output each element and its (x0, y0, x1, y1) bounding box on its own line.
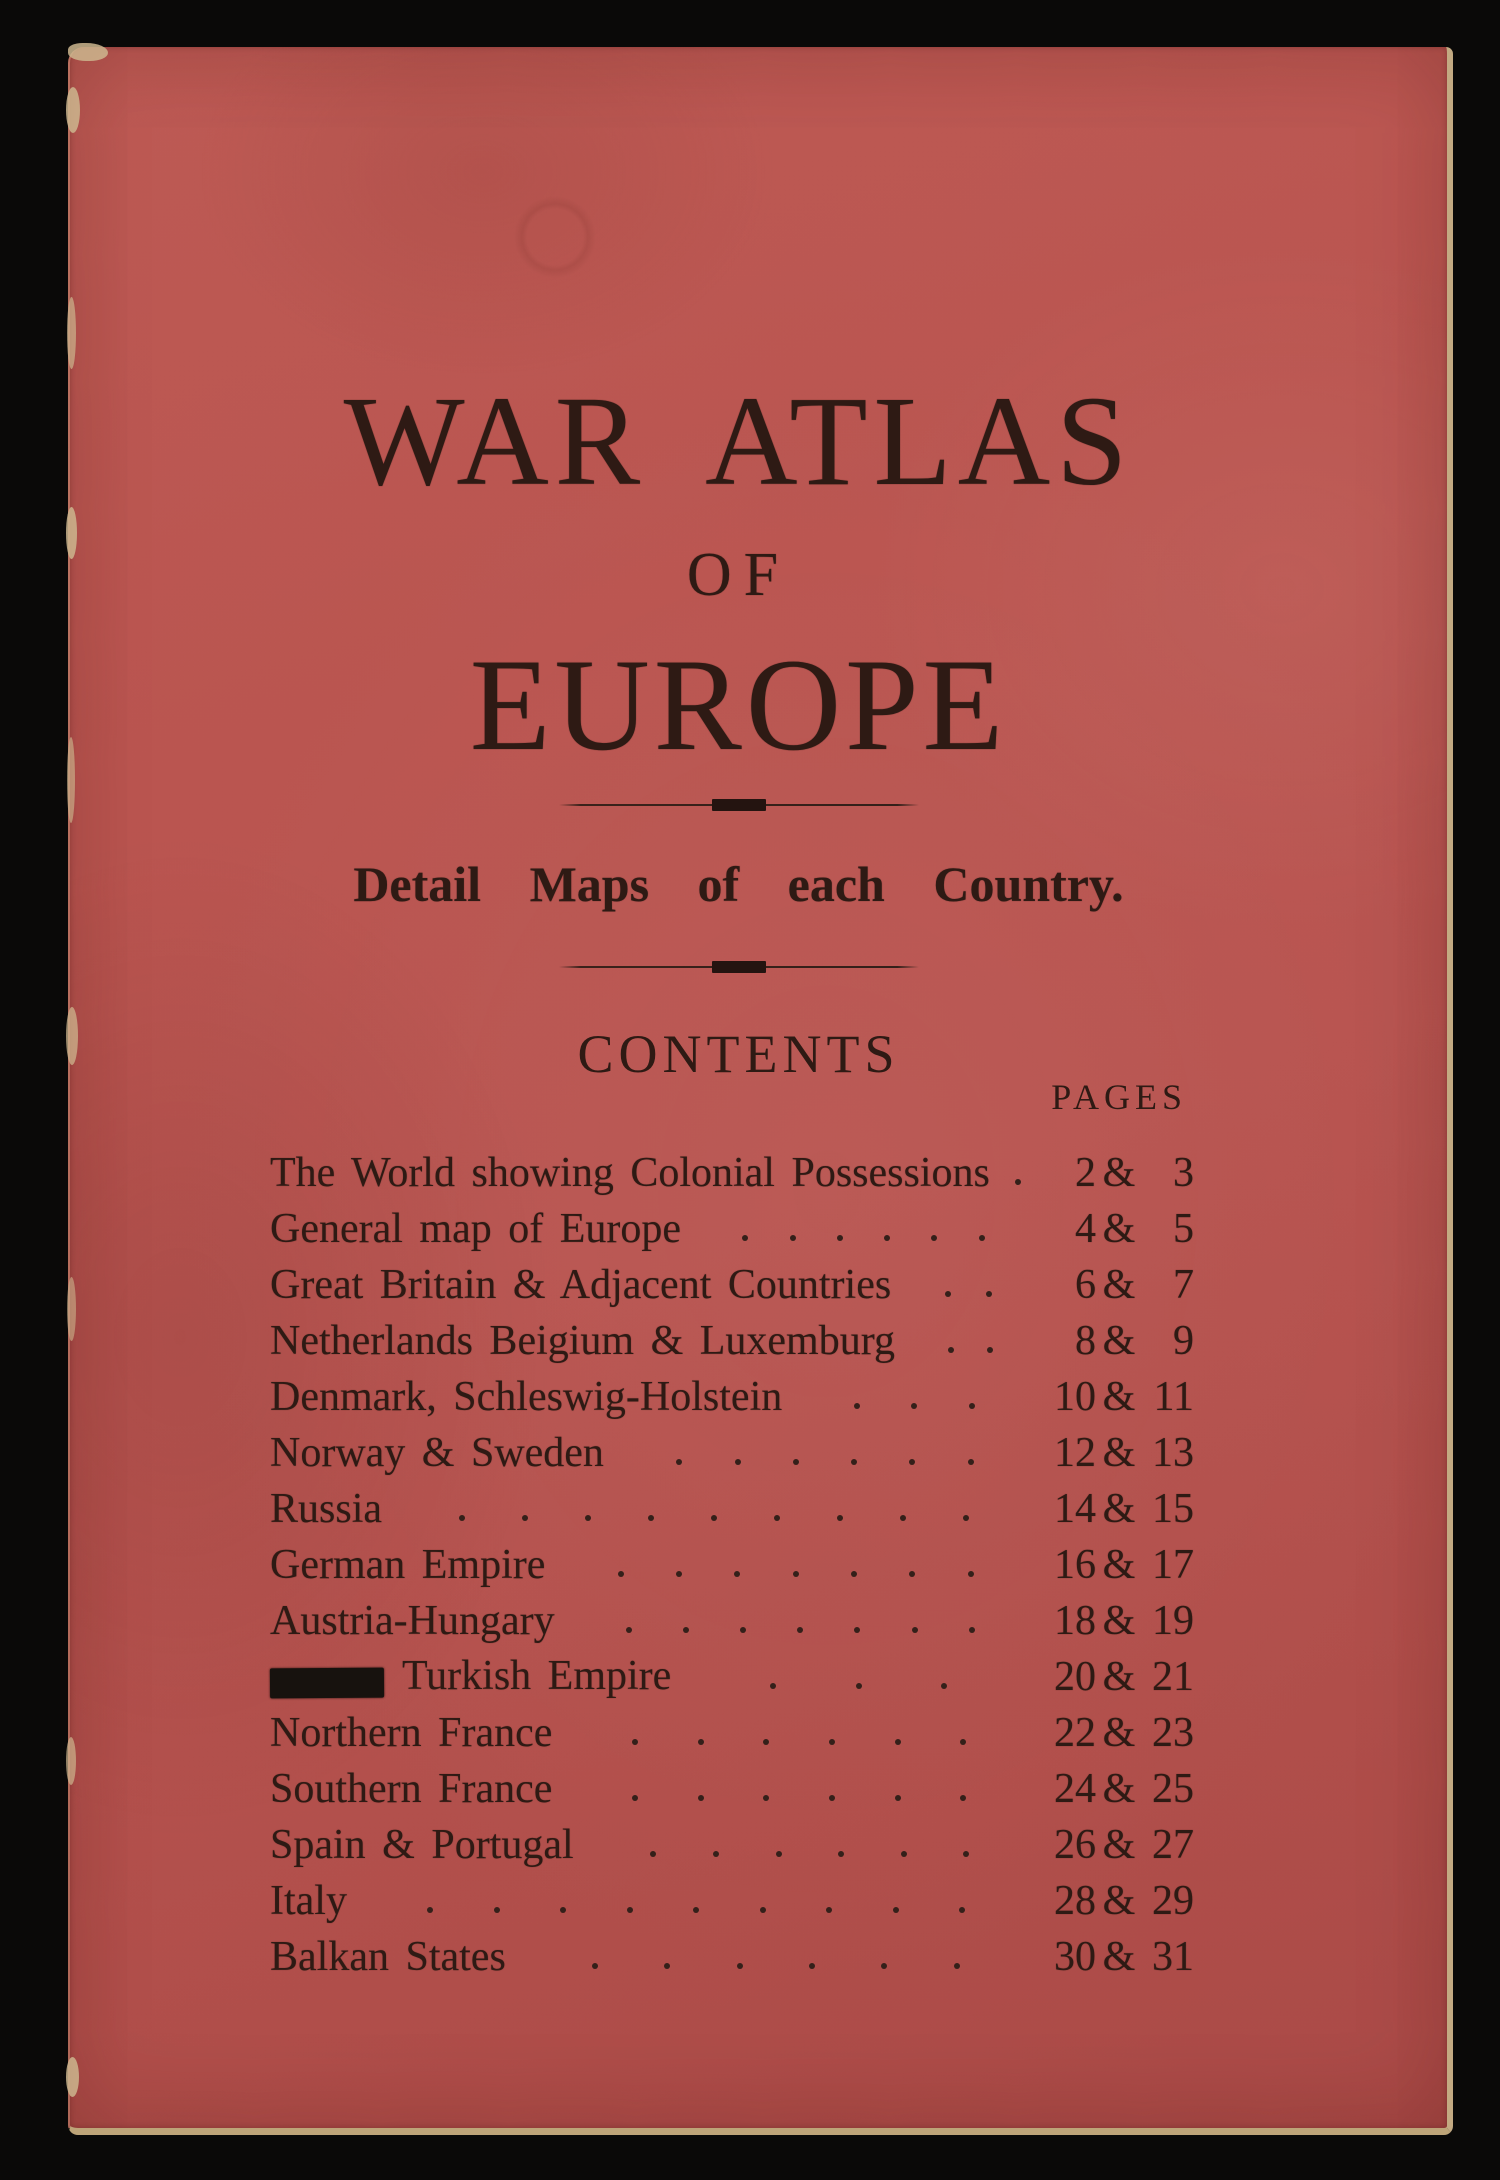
page-number-first: 12 (1054, 1429, 1096, 1476)
entry-title: Northern France (270, 1709, 553, 1756)
leader-dot (851, 1459, 857, 1465)
page-number-second: 31 (1152, 1933, 1194, 1980)
entry-title: Netherlands Beigium & Luxemburg (270, 1317, 895, 1364)
leader-dot (776, 1851, 782, 1857)
page-numbers (1040, 1655, 1194, 1699)
subtitle: Detail Maps of each Country. (353, 856, 1124, 912)
leader-dot (901, 1851, 907, 1857)
leader-dot (664, 1963, 670, 1969)
leader-dot (895, 1739, 901, 1745)
leader-dot (941, 1683, 947, 1689)
page-number-separator: & (1102, 1541, 1136, 1588)
leader-dots (782, 1403, 1040, 1419)
leader-dot (494, 1907, 500, 1913)
page-number-separator: & (1102, 1765, 1136, 1812)
page-number-second: 23 (1152, 1709, 1194, 1756)
leader-dot (793, 1571, 799, 1577)
leader-dots (382, 1515, 1040, 1531)
entry-title: Southern France (270, 1765, 553, 1812)
page-number-separator: & (1102, 1317, 1136, 1364)
leader-dot (585, 1515, 591, 1521)
entry-title: German Empire (270, 1541, 546, 1588)
page-numbers (1040, 1767, 1194, 1811)
leader-dots (574, 1851, 1040, 1867)
entry-title: Italy (270, 1877, 347, 1924)
entry-title: Turkish Empire (270, 1654, 671, 1699)
entry-title: Norway & Sweden (270, 1429, 604, 1476)
leader-dot (909, 1459, 915, 1465)
leader-dot (829, 1795, 835, 1801)
table-row (270, 1643, 1194, 1699)
page-number-first: 16 (1054, 1541, 1096, 1588)
leader-dot (763, 1795, 769, 1801)
leader-dot (881, 1963, 887, 1969)
leader-dot (676, 1459, 682, 1465)
ornamental-divider-top (559, 804, 919, 806)
leader-dot (676, 1571, 682, 1577)
leader-dot (851, 1571, 857, 1577)
page-number-separator: & (1102, 1933, 1136, 1980)
leader-dot (854, 1627, 860, 1633)
leader-dots (895, 1347, 1040, 1363)
leader-dot (698, 1795, 704, 1801)
leader-dot (911, 1403, 917, 1409)
book-title-europe: EUROPE (469, 631, 1008, 778)
page-number-first: 26 (1054, 1821, 1096, 1868)
leader-dot (809, 1963, 815, 1969)
page-number-separator: & (1102, 1373, 1136, 1420)
page-numbers (1040, 1207, 1194, 1251)
page-number-second: 9 (1173, 1317, 1194, 1364)
leader-dot (959, 1907, 965, 1913)
page-number-second: 3 (1173, 1149, 1194, 1196)
page-number-first: 8 (1075, 1317, 1096, 1364)
page-number-separator: & (1102, 1709, 1136, 1756)
page-numbers (1040, 1879, 1194, 1923)
redaction-bar (270, 1668, 384, 1699)
leader-dot (740, 1627, 746, 1633)
page-number-first: 30 (1054, 1933, 1096, 1980)
leader-dot (948, 1347, 954, 1353)
leader-dot (945, 1291, 951, 1297)
page-number-first: 24 (1054, 1765, 1096, 1812)
page-number-first: 22 (1054, 1709, 1096, 1756)
leader-dot (793, 1459, 799, 1465)
contents-heading: CONTENTS (577, 1024, 900, 1084)
leader-dots (506, 1963, 1040, 1979)
table-row (270, 1419, 1194, 1475)
page-numbers (1040, 1543, 1194, 1587)
leader-dot (979, 1235, 985, 1241)
leader-dot (770, 1683, 776, 1689)
page-number-separator: & (1102, 1821, 1136, 1868)
leader-dot (522, 1515, 528, 1521)
pages-column-header: PAGES (1051, 1077, 1187, 1117)
leader-dots (604, 1459, 1040, 1475)
page-numbers (1040, 1599, 1194, 1643)
entry-title: Spain & Portugal (270, 1821, 574, 1868)
printed-area (50, 47, 1427, 2128)
leader-dot (884, 1235, 890, 1241)
page-number-first: 18 (1054, 1597, 1096, 1644)
page-numbers (1040, 1319, 1194, 1363)
leader-dot (650, 1851, 656, 1857)
table-row (270, 1699, 1194, 1755)
table-row (270, 1307, 1194, 1363)
leader-dot (837, 1515, 843, 1521)
leader-dot (856, 1683, 862, 1689)
page-number-separator: & (1102, 1653, 1136, 1700)
divider-dash (712, 961, 766, 973)
leader-dot (987, 1347, 993, 1353)
page-number-first: 10 (1054, 1373, 1096, 1420)
page-number-first: 6 (1075, 1261, 1096, 1308)
leader-dot (895, 1795, 901, 1801)
leader-dot (648, 1515, 654, 1521)
table-row (270, 1755, 1194, 1811)
leader-dot (734, 1571, 740, 1577)
page-number-first: 28 (1054, 1877, 1096, 1924)
leader-dot (829, 1739, 835, 1745)
leader-dot (737, 1963, 743, 1969)
table-row (270, 1923, 1194, 1979)
leader-dot (459, 1515, 465, 1521)
leader-dots (990, 1179, 1040, 1195)
page-number-separator: & (1102, 1149, 1136, 1196)
book-cover (68, 47, 1453, 2135)
leader-dot (560, 1907, 566, 1913)
leader-dot (968, 1459, 974, 1465)
leader-dots (347, 1907, 1040, 1923)
leader-dot (909, 1571, 915, 1577)
page-number-second: 17 (1152, 1541, 1194, 1588)
leader-dot (797, 1627, 803, 1633)
leader-dot (986, 1291, 992, 1297)
book-title-war-atlas: WAR ATLAS (343, 370, 1134, 512)
page-numbers (1040, 1935, 1194, 1979)
page-number-separator: & (1102, 1205, 1136, 1252)
leader-dot (969, 1403, 975, 1409)
leader-dots (555, 1627, 1040, 1643)
leader-dot (632, 1739, 638, 1745)
leader-dot (627, 1907, 633, 1913)
leader-dot (760, 1907, 766, 1913)
page-number-second: 13 (1152, 1429, 1194, 1476)
page-number-first: 2 (1075, 1149, 1096, 1196)
divider-dash (712, 799, 766, 811)
leader-dot (838, 1851, 844, 1857)
leader-dot (1015, 1179, 1021, 1185)
leader-dots (671, 1683, 1040, 1699)
page-number-first: 20 (1054, 1653, 1096, 1700)
table-row (270, 1811, 1194, 1867)
leader-dot (931, 1235, 937, 1241)
leader-dots (681, 1235, 1040, 1251)
page-number-second: 19 (1152, 1597, 1194, 1644)
leader-dot (790, 1235, 796, 1241)
leader-dot (968, 1571, 974, 1577)
leader-dot (713, 1851, 719, 1857)
table-row (270, 1475, 1194, 1531)
leader-dot (826, 1907, 832, 1913)
table-row (270, 1587, 1194, 1643)
page-number-second: 27 (1152, 1821, 1194, 1868)
page-number-first: 4 (1075, 1205, 1096, 1252)
leader-dots (552, 1739, 1040, 1755)
page-number-second: 11 (1153, 1373, 1194, 1420)
leader-dot (632, 1795, 638, 1801)
entry-title: Austria-Hungary (270, 1597, 555, 1644)
contents-list (270, 1139, 1194, 1979)
table-row (270, 1251, 1194, 1307)
entry-title: Great Britain & Adjacent Countries (270, 1261, 892, 1308)
leader-dot (774, 1515, 780, 1521)
page-number-separator: & (1102, 1597, 1136, 1644)
leader-dot (735, 1459, 741, 1465)
leader-dots (552, 1795, 1040, 1811)
page-number-second: 25 (1152, 1765, 1194, 1812)
leader-dot (963, 1515, 969, 1521)
page-number-second: 7 (1173, 1261, 1194, 1308)
entry-title: General map of Europe (270, 1205, 681, 1252)
page-number-second: 5 (1173, 1205, 1194, 1252)
book-title-of: OF (686, 541, 791, 609)
table-row (270, 1363, 1194, 1419)
leader-dot (854, 1403, 860, 1409)
table-row (270, 1531, 1194, 1587)
page-numbers (1040, 1487, 1194, 1531)
entry-title: Balkan States (270, 1933, 506, 1980)
leader-dot (427, 1907, 433, 1913)
leader-dot (592, 1963, 598, 1969)
table-row (270, 1195, 1194, 1251)
leader-dot (837, 1235, 843, 1241)
leader-dot (893, 1907, 899, 1913)
ornamental-divider-bottom (559, 966, 919, 968)
leader-dot (626, 1627, 632, 1633)
page-number-second: 15 (1152, 1485, 1194, 1532)
leader-dot (969, 1627, 975, 1633)
leader-dots (891, 1291, 1040, 1307)
leader-dot (693, 1907, 699, 1913)
leader-dot (900, 1515, 906, 1521)
leader-dots (545, 1571, 1040, 1587)
table-row (270, 1867, 1194, 1923)
page-number-separator: & (1102, 1485, 1136, 1532)
entry-title: The World showing Colonial Possessions (270, 1149, 990, 1196)
page-numbers (1040, 1263, 1194, 1307)
leader-dot (912, 1627, 918, 1633)
leader-dot (698, 1739, 704, 1745)
page-number-second: 21 (1152, 1653, 1194, 1700)
leader-dot (963, 1851, 969, 1857)
page-number-separator: & (1102, 1429, 1136, 1476)
page-numbers (1040, 1431, 1194, 1475)
leader-dot (618, 1571, 624, 1577)
leader-dot (683, 1627, 689, 1633)
page-numbers (1040, 1711, 1194, 1755)
page-numbers (1040, 1375, 1194, 1419)
leader-dot (960, 1795, 966, 1801)
table-row (270, 1139, 1194, 1195)
page-numbers (1040, 1151, 1194, 1195)
page-number-separator: & (1102, 1877, 1136, 1924)
entry-title: Russia (270, 1485, 383, 1532)
leader-dot (763, 1739, 769, 1745)
page-number-first: 14 (1054, 1485, 1096, 1532)
leader-dot (742, 1235, 748, 1241)
page-number-second: 29 (1152, 1877, 1194, 1924)
leader-dot (954, 1963, 960, 1969)
leader-dot (711, 1515, 717, 1521)
page-numbers (1040, 1823, 1194, 1867)
entry-title: Denmark, Schleswig-Holstein (270, 1373, 783, 1420)
page-number-separator: & (1102, 1261, 1136, 1308)
leader-dot (960, 1739, 966, 1745)
